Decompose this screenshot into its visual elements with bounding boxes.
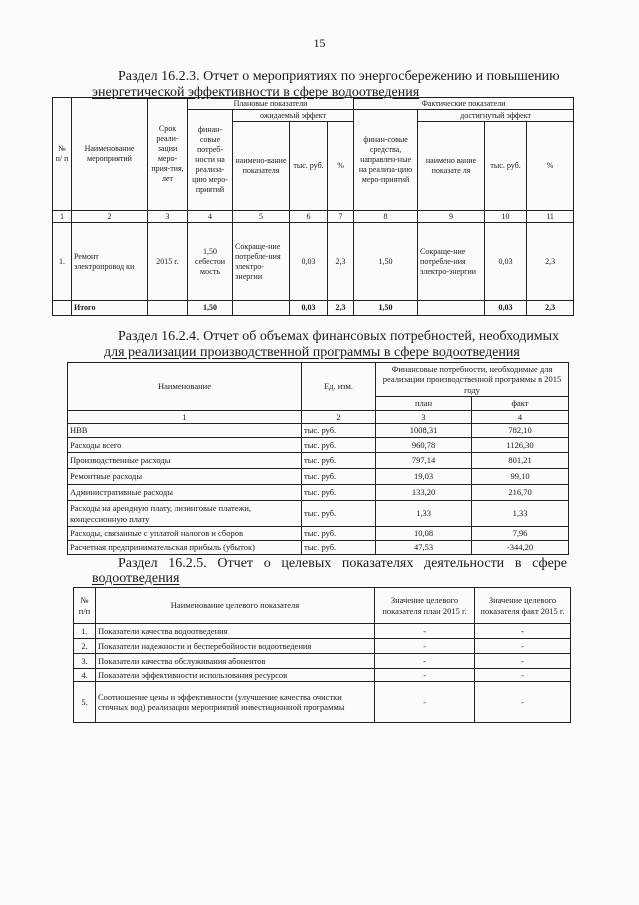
table-row	[68, 541, 569, 555]
row-unit: тыс. руб.	[302, 453, 376, 469]
table-row	[68, 453, 569, 469]
row-term: 2015 г.	[148, 223, 188, 301]
row-plan: 1008,31	[376, 424, 472, 438]
row-name: Расчетная предпринимательская прибыль (убыток)	[68, 541, 302, 555]
row-num: 2.	[74, 639, 96, 654]
table-row	[74, 654, 571, 669]
row-plan: -	[375, 654, 475, 669]
table-row	[74, 669, 571, 682]
section-16-2-4-heading-line1: Раздел 16.2.4. Отчет об объемах финансовых потребностей, необходимых	[118, 329, 560, 344]
header-fact: Фактические показатели	[354, 98, 574, 110]
row-name: Показатели надежности и бесперебойности водоотведения	[96, 639, 375, 654]
header-fin-fact: финан-совые средства, направлен-ные на реализа-цию меро-приятий	[354, 110, 418, 211]
row-name: Расходы на арендную плату, лизинговые платежи, концессионную плату	[68, 501, 302, 527]
header-name: Наименование целевого показателя	[96, 588, 375, 624]
row-plan: -	[375, 682, 475, 723]
row-fact: -	[475, 624, 571, 639]
header-ach-pct: %	[527, 122, 574, 211]
row-plan: 1,33	[376, 501, 472, 527]
total-label: Итого	[72, 301, 148, 316]
col-number: 10	[485, 211, 527, 223]
table-row	[74, 682, 571, 723]
row-fact: 801,21	[472, 453, 569, 469]
row-fact: 1126,30	[472, 438, 569, 453]
header-expected: ожидаемый эффект	[233, 110, 354, 122]
row-fact: -	[475, 654, 571, 669]
table-row	[74, 624, 571, 639]
row-plan: 19,03	[376, 469, 472, 485]
row-plan: 133,20	[376, 485, 472, 501]
col-number: 3	[148, 211, 188, 223]
row-num: 4.	[74, 669, 96, 682]
target-indicators-table	[73, 587, 571, 723]
row-name: Производственные расходы	[68, 453, 302, 469]
section-16-2-3-heading-line1: Раздел 16.2.3. Отчет о мероприятиях по энергосбережению и повышению	[118, 69, 560, 84]
row-exp-thous: 0,03	[290, 223, 328, 301]
row-name: Ремонтные расходы	[68, 469, 302, 485]
total-exp-pct: 2,3	[328, 301, 354, 316]
row-name: Показатели качества обслуживания абонентов	[96, 654, 375, 669]
row-num: 3.	[74, 654, 96, 669]
total-ach-thous: 0,03	[485, 301, 527, 316]
row-unit: тыс. руб.	[302, 424, 376, 438]
section-16-2-5-heading-line2: водоотведения	[92, 571, 180, 586]
row-plan: 797,14	[376, 453, 472, 469]
row-ach-name: Сокраще-ние потребле-ния электро-энергии	[418, 223, 485, 301]
header-unit: Ед. изм.	[302, 363, 376, 411]
col-number: 4	[188, 211, 233, 223]
row-fact: 7,96	[472, 527, 569, 541]
table-row	[68, 438, 569, 453]
row-num: 5.	[74, 682, 96, 723]
header-plan: Плановые показатели	[188, 98, 354, 110]
header-name: Наименование мероприятий	[72, 98, 148, 211]
row-name: Показатели эффективности использования ресурсов	[96, 669, 375, 682]
header-fact: факт	[472, 397, 569, 411]
row-exp-pct: 2,3	[328, 223, 354, 301]
table-row	[68, 424, 569, 438]
row-plan: -	[375, 639, 475, 654]
row-name: Ремонт электропровод ки	[72, 223, 148, 301]
section-16-2-5-heading-line1: Раздел 16.2.5. Отчет о целевых показателях деятельности в сфере	[118, 556, 567, 571]
section-16-2-3-heading	[118, 68, 578, 85]
column-number-row	[68, 411, 569, 424]
row-num: 1.	[74, 624, 96, 639]
row-plan: 960,78	[376, 438, 472, 453]
row-ach-pct: 2,3	[527, 223, 574, 301]
row-unit: тыс. руб.	[302, 485, 376, 501]
header-fin-plan: финан-совые потреб-ности на реализа-цию меро-приятий	[188, 110, 233, 211]
col-number: 7	[328, 211, 354, 223]
table-row	[68, 485, 569, 501]
table-row	[68, 469, 569, 485]
col-number: 1	[53, 211, 72, 223]
total-fin-plan: 1,50	[188, 301, 233, 316]
header-ach-name: наимено вание показате ля	[418, 122, 485, 211]
header-exp-name: наимено-вание показателя	[233, 122, 290, 211]
col-number: 6	[290, 211, 328, 223]
col-number: 1	[68, 411, 302, 424]
header-fact: Значение целевого показателя факт 2015 г.	[475, 588, 571, 624]
row-fact: -344,20	[472, 541, 569, 555]
header-name: Наименование	[68, 363, 302, 411]
row-unit: тыс. руб.	[302, 438, 376, 453]
row-fact: -	[475, 682, 571, 723]
row-plan: -	[375, 624, 475, 639]
row-name: НВВ	[68, 424, 302, 438]
table-row	[74, 639, 571, 654]
header-needs: Финансовые потребности, необходимые для реализации производственной программы в 2015 году	[376, 363, 569, 397]
header-plan: план	[376, 397, 472, 411]
col-number: 4	[472, 411, 569, 424]
header-plan: Значение целевого показателя план 2015 г.	[375, 588, 475, 624]
total-exp-thous: 0,03	[290, 301, 328, 316]
row-fact: 216,70	[472, 485, 569, 501]
row-exp-name: Сокраще-ние потребле-ния электро-энергии	[233, 223, 290, 301]
row-fact: -	[475, 669, 571, 682]
row-unit: тыс. руб.	[302, 501, 376, 527]
page-number: 15	[313, 36, 326, 50]
header-ach-thous: тыс. руб.	[485, 122, 527, 211]
table-row	[53, 223, 574, 301]
row-unit: тыс. руб.	[302, 469, 376, 485]
section-16-2-3-heading-line2: энергетической эффективности в сфере водоотведения	[92, 85, 420, 100]
header-num: № п/п	[74, 588, 96, 624]
row-plan: 10,08	[376, 527, 472, 541]
row-fact: 99,10	[472, 469, 569, 485]
row-ach-thous: 0,03	[485, 223, 527, 301]
header-exp-thous: тыс. руб.	[290, 122, 328, 211]
col-number: 9	[418, 211, 485, 223]
row-fact: 782,10	[472, 424, 569, 438]
row-name: Показатели качества водоотведения	[96, 624, 375, 639]
col-number: 2	[72, 211, 148, 223]
row-fact: -	[475, 639, 571, 654]
col-number: 11	[527, 211, 574, 223]
row-name: Административные расходы	[68, 485, 302, 501]
row-plan: -	[375, 669, 475, 682]
col-number: 3	[376, 411, 472, 424]
header-achieved: достигнутый эффект	[418, 110, 574, 122]
total-ach-pct: 2,3	[527, 301, 574, 316]
table-row	[68, 501, 569, 527]
row-num: 1.	[53, 223, 72, 301]
header-term: Срок реали-зации меро-прия-тия, лет	[148, 98, 188, 211]
row-fin-plan: 1,50 себестои мость	[188, 223, 233, 301]
col-number: 8	[354, 211, 418, 223]
row-name: Расходы, связанные с уплатой налогов и сборов	[68, 527, 302, 541]
row-unit: тыс. руб.	[302, 541, 376, 555]
row-name: Расходы всего	[68, 438, 302, 453]
header-num: № п/ п	[53, 98, 72, 211]
row-name: Соотношение цены и эффективности (улучшение качества очистки сточных вод) реализации мероприятий инвестиционной программы	[96, 682, 375, 723]
row-fin-fact: 1,50	[354, 223, 418, 301]
row-fact: 1,33	[472, 501, 569, 527]
financial-needs-table	[67, 362, 569, 555]
total-row	[53, 301, 574, 316]
col-number: 2	[302, 411, 376, 424]
total-fin-fact: 1,50	[354, 301, 418, 316]
column-number-row	[53, 211, 574, 223]
section-16-2-4-heading-line2: для реализации производственной программы в сфере водоотведения	[104, 345, 520, 360]
table-row	[68, 527, 569, 541]
row-unit: тыс. руб.	[302, 527, 376, 541]
energy-saving-table	[52, 97, 574, 316]
header-exp-pct: %	[328, 122, 354, 211]
row-plan: 47,53	[376, 541, 472, 555]
col-number: 5	[233, 211, 290, 223]
